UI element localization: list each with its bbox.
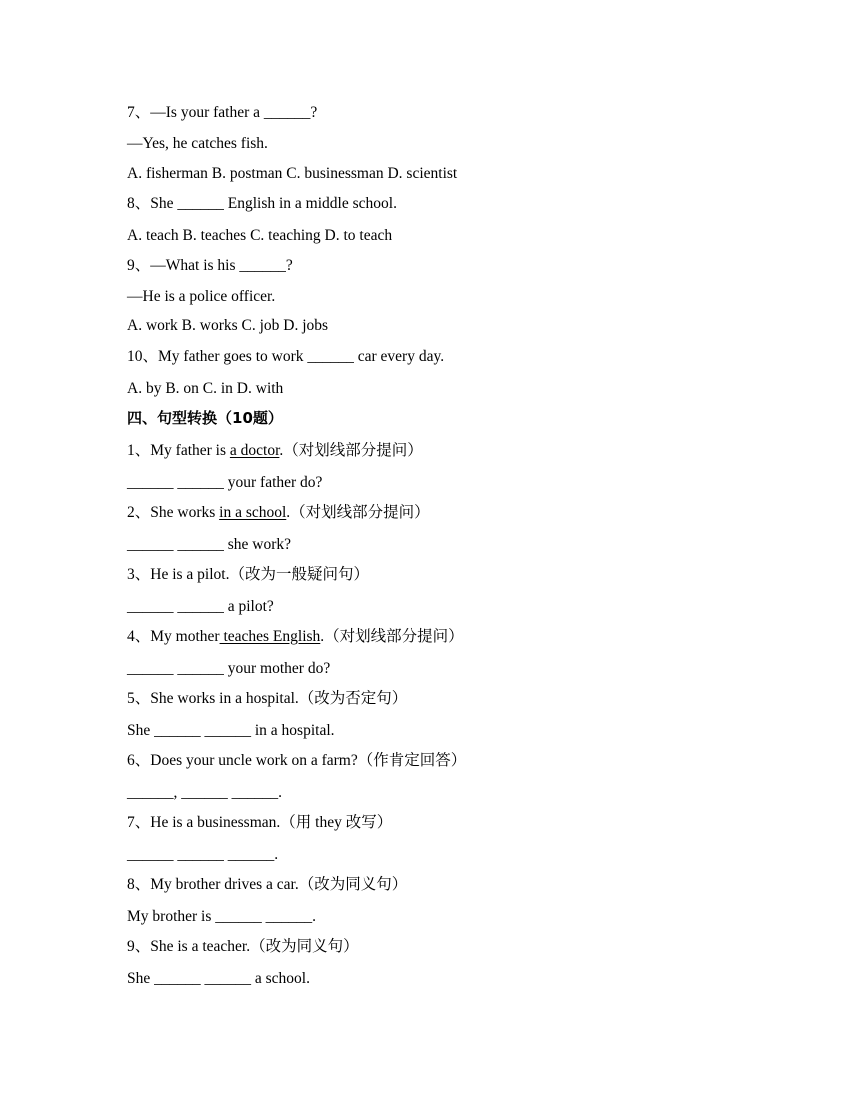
section-4-heading: 四、句型转换（10题） bbox=[127, 409, 283, 427]
transform-q5-answer: She ______ ______ in a hospital. bbox=[127, 722, 335, 739]
transform-q5: 5、She works in a hospital.（改为否定句） bbox=[127, 690, 408, 707]
transform-q1: 1、My father is a doctor.（对划线部分提问） bbox=[127, 442, 423, 459]
question-7-response: —Yes, he catches fish. bbox=[127, 135, 268, 152]
transform-q2: 2、She works in a school.（对划线部分提问） bbox=[127, 504, 430, 521]
transform-q9-answer: She ______ ______ a school. bbox=[127, 970, 310, 987]
question-9: 9、—What is his ______? bbox=[127, 257, 293, 274]
question-10: 10、My father goes to work ______ car every day. bbox=[127, 348, 445, 365]
transform-q4: 4、My mother teaches English.（对划线部分提问） bbox=[127, 628, 464, 645]
transform-q3: 3、He is a pilot.（改为一般疑问句） bbox=[127, 566, 369, 583]
transform-q8-answer: My brother is ______ ______. bbox=[127, 908, 317, 925]
transform-q3-answer: ______ ______ a pilot? bbox=[127, 598, 274, 615]
question-7-options: A. fisherman B. postman C. businessman D. scientist bbox=[127, 165, 458, 182]
transform-q6: 6、Does your uncle work on a farm?（作肯定回答） bbox=[127, 752, 467, 769]
transform-q6-answer: ______, ______ ______. bbox=[127, 784, 282, 801]
underlined-text: teaches English bbox=[219, 628, 321, 645]
transform-q4-answer: ______ ______ your mother do? bbox=[127, 660, 331, 677]
question-8: 8、She ______ English in a middle school. bbox=[127, 195, 397, 212]
question-8-options: A. teach B. teaches C. teaching D. to teach bbox=[127, 227, 393, 244]
transform-q1-answer: ______ ______ your father do? bbox=[127, 474, 323, 491]
transform-q7: 7、He is a businessman.（用 they 改写） bbox=[127, 814, 393, 831]
question-7: 7、—Is your father a ______? bbox=[127, 104, 318, 121]
transform-q9: 9、She is a teacher.（改为同义句） bbox=[127, 938, 359, 955]
question-9-options: A. work B. works C. job D. jobs bbox=[127, 317, 329, 334]
question-9-response: —He is a police officer. bbox=[127, 288, 276, 305]
transform-q7-answer: ______ ______ ______. bbox=[127, 846, 279, 863]
underlined-text: a doctor bbox=[229, 442, 280, 459]
underlined-text: in a school bbox=[219, 504, 287, 521]
transform-q2-answer: ______ ______ she work? bbox=[127, 536, 292, 553]
transform-q8: 8、My brother drives a car.（改为同义句） bbox=[127, 876, 408, 893]
question-10-options: A. by B. on C. in D. with bbox=[127, 380, 284, 397]
